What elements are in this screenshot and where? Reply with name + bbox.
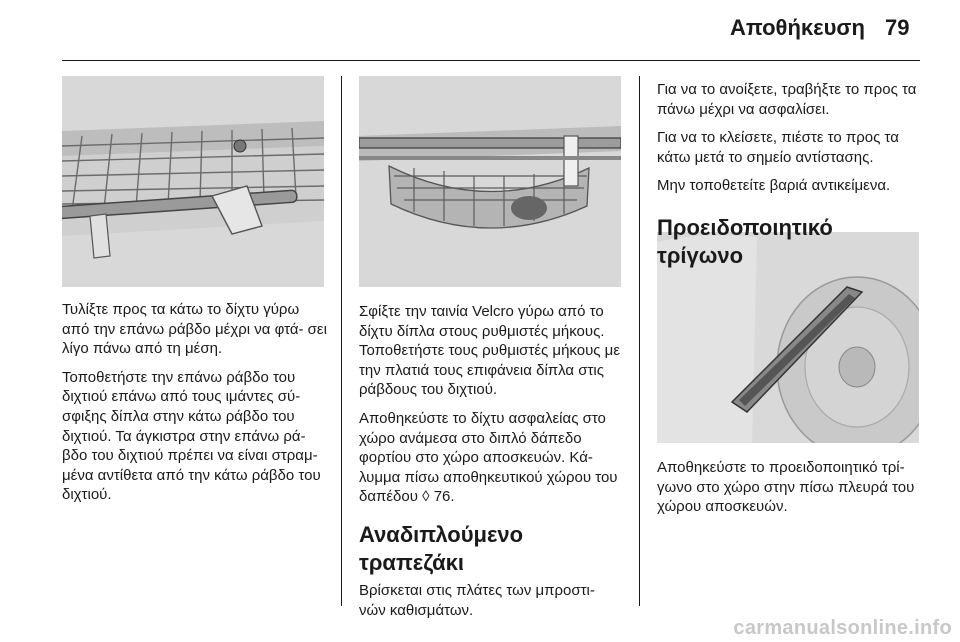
section-heading: Προειδοποιητικό τρίγωνο [657, 214, 833, 268]
net-rolled-drawing [62, 76, 324, 287]
page-header [0, 0, 960, 60]
page-number: 79 [885, 15, 910, 40]
paragraph: Τοποθετήστε την επάνω ράβδο του διχτιού επάνω από τους ιμάντες σύ- σφιξης δίπλα στην κάτω ράβδο του διχτιού. Τα άγκιστρα στην επάνω ρά- βδο του διχτιού πρέπει να είναι στραμ- μένα αντίθετα από την κάτω ράβδο του διχτιού. [62, 368, 321, 504]
paragraph: Μην τοποθετείτε βαριά αντικείμενα. [657, 177, 891, 195]
illustration-net-stored [359, 76, 621, 287]
column-3-caption [657, 458, 923, 526]
column-divider [639, 76, 640, 606]
section-heading: Αναδιπλούμενο τραπεζάκι [359, 521, 524, 575]
paragraph: Σφίξτε την ταινία Velcro γύρω από το δίχτυ δίπλα στους ρυθμιστές μήκους. Τοποθετήστε τους ρυθμιστές μήκους με την πλατιά τους επιφάνεια δίπλα στις ράβδους του διχτιού. [359, 303, 621, 399]
column-2-text [359, 302, 625, 629]
header-rule [62, 60, 920, 61]
column-divider [341, 76, 342, 606]
paragraph: Για να το ανοίξετε, τραβήξτε το προς τα πάνω μέχρι να ασφαλίσει. [657, 81, 917, 118]
paragraph: Τυλίξτε προς τα κάτω το δίχτυ γύρω από την επάνω ράβδο μέχρι να φτά- σει λίγο πάνω από τη μέση. [62, 301, 327, 358]
watermark: carmanualsonline.info [733, 617, 952, 639]
paragraph: Για να το κλείσετε, πιέστε το προς τα κάτω μετά το σημείο αντίστασης. [657, 129, 899, 166]
column-1-text [62, 300, 328, 514]
paragraph: Βρίσκεται στις πλάτες των μπροστι- νών καθισμάτων. [359, 581, 595, 619]
illustration-net-rolled [62, 76, 324, 287]
column-3-text [657, 80, 923, 274]
paragraph: Αποθηκεύστε το δίχτυ ασφαλείας στο χώρο ανάμεσα στο διπλό δάπεδο φορτίου στο χώρο αποσκευών. Κά- λυμμα πίσω αποθηκευτικού χώρου του δαπέδου ◊ 76. [359, 409, 618, 506]
paragraph: Αποθηκεύστε το προειδοποιητικό τρί- γωνο στο χώρο στην πίσω πλευρά του χώρου αποσκευών. [657, 459, 915, 516]
net-stored-drawing [359, 76, 621, 287]
section-title: Αποθήκευση [730, 15, 865, 40]
